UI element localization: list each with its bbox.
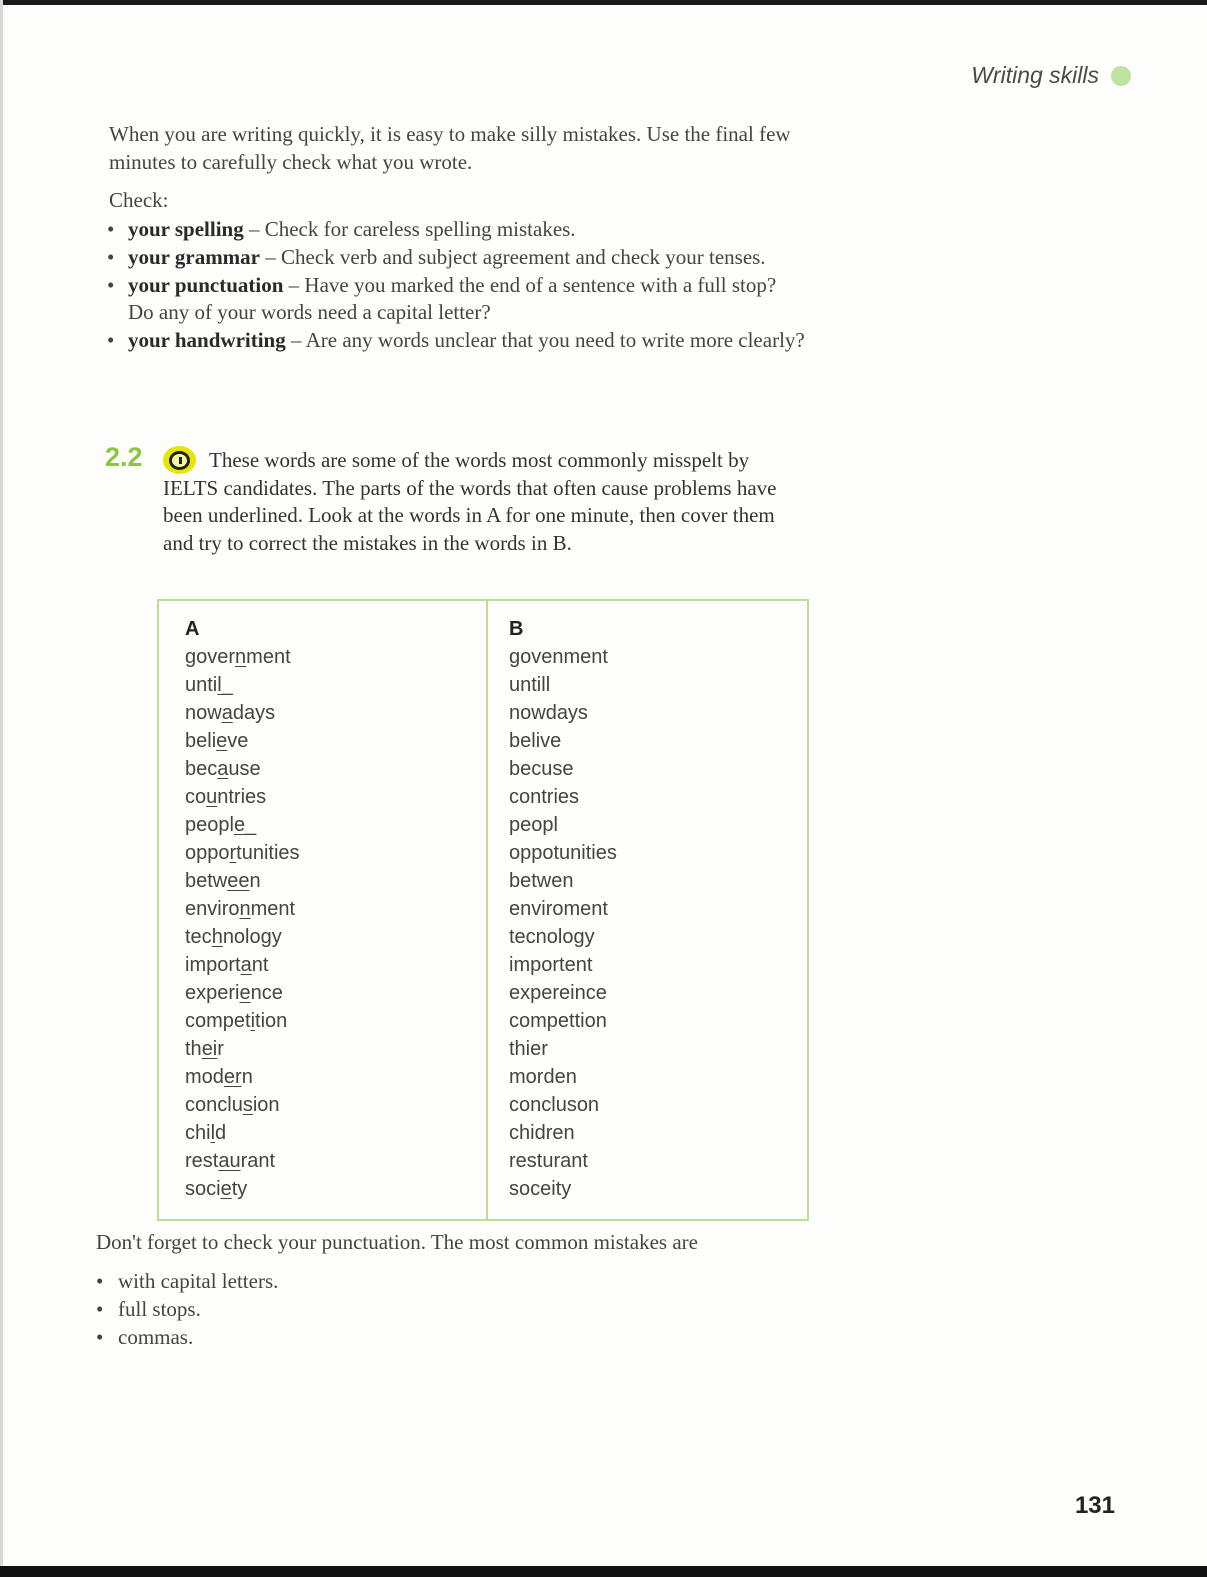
- word-a-part: nology: [222, 926, 282, 948]
- word-a-underlined: i: [250, 1010, 256, 1032]
- checklist: [107, 216, 807, 355]
- word-a: [185, 1091, 300, 1119]
- word-b: contries: [509, 786, 580, 808]
- checklist-term: your spelling: [128, 217, 244, 241]
- punctuation-item-text: commas.: [118, 1325, 194, 1349]
- word-a-underlined: a: [240, 954, 252, 976]
- checklist-item: [107, 244, 807, 271]
- word-a-part: rest: [185, 1150, 219, 1172]
- checklist-term: your punctuation: [128, 273, 284, 297]
- word-a: [185, 671, 300, 699]
- word-a-part: use: [228, 758, 261, 780]
- word-a-part: peopl: [185, 814, 234, 836]
- checklist-text: – Are any words unclear that you need to write more clearly?: [285, 328, 805, 352]
- checklist-item: [107, 272, 807, 326]
- word-a-underlined: l_: [217, 674, 233, 696]
- checklist-text: – Have you marked the end of a sentence with a full stop? Do any of your words need a capital letter?: [128, 273, 777, 324]
- intro-text: When you are writing quickly, it is easy to make silly mistakes. Use the final few minutes to carefully check what you wrote.: [109, 122, 791, 174]
- word-a: [185, 867, 300, 895]
- word-a-underlined: ee: [227, 870, 250, 892]
- word-a: [185, 839, 300, 867]
- word-a-part: conclu: [185, 1094, 243, 1116]
- checklist-term: your grammar: [128, 245, 260, 269]
- word-a-underlined: a: [221, 702, 233, 724]
- word-b: chidren: [509, 1122, 575, 1144]
- word-a-part: rant: [240, 1150, 276, 1172]
- word-table: [157, 599, 809, 1221]
- word-a-part: oppo: [185, 842, 230, 864]
- column-a-heading: A: [185, 618, 200, 640]
- word-b: importent: [509, 954, 593, 976]
- bullet-icon: •: [107, 217, 115, 241]
- word-a-underlined: u: [206, 786, 218, 808]
- word-a-part: beli: [185, 730, 217, 752]
- word-a-part: bec: [185, 758, 218, 780]
- word-a-part: soci: [185, 1178, 221, 1200]
- word-a: [185, 755, 300, 783]
- word-a: [185, 1175, 300, 1203]
- word-a-part: tion: [255, 1010, 288, 1032]
- exercise-instruction: These words are some of the words most commonly misspelt by IELTS candidates. The parts of the words that often cause problems have been underlined. Look at the words in A for one minute, then cover them and try to correct the mistakes in the words in B.: [163, 448, 777, 555]
- word-a-part: nt: [251, 954, 269, 976]
- page-number: 131: [1074, 1492, 1115, 1519]
- word-a-underlined: n: [235, 646, 247, 668]
- word-a: [185, 895, 300, 923]
- intro-paragraph: [109, 120, 809, 176]
- punctuation-item: [96, 1267, 278, 1295]
- check-label: Check:: [109, 188, 169, 212]
- punctuation-item: [96, 1295, 278, 1323]
- word-b: soceity: [509, 1178, 572, 1200]
- word-a-part: nce: [250, 982, 283, 1004]
- word-a-part: ion: [252, 1094, 280, 1116]
- word-a-part: chi: [185, 1122, 211, 1144]
- word-a: [185, 811, 300, 839]
- checklist-item: [107, 216, 807, 243]
- word-a-part: days: [232, 702, 276, 724]
- exercise-number: 2.2: [105, 442, 143, 472]
- word-a-part: import: [185, 954, 241, 976]
- word-a-part: n: [241, 1066, 253, 1088]
- punctuation-item: [96, 1323, 278, 1351]
- top-rule: [0, 0, 1207, 5]
- checklist-text: – Check for careless spelling mistakes.: [243, 217, 576, 241]
- word-a-underlined: au: [218, 1150, 241, 1172]
- word-a-part: d: [215, 1122, 227, 1144]
- running-head: [971, 62, 1131, 89]
- word-a-part: r: [217, 1038, 224, 1060]
- word-a-part: ntries: [217, 786, 267, 808]
- word-a-part: ve: [227, 730, 249, 752]
- word-a-part: n: [249, 870, 261, 892]
- word-a: [185, 699, 300, 727]
- word-b: untill: [509, 674, 551, 696]
- word-a: [185, 1119, 300, 1147]
- word-b: compettion: [509, 1010, 607, 1032]
- bullet-icon: •: [107, 328, 115, 352]
- word-a-part: tunities: [236, 842, 300, 864]
- word-a: [185, 1007, 300, 1035]
- punctuation-item-text: full stops.: [118, 1297, 201, 1321]
- bottom-rule: [0, 1566, 1207, 1577]
- word-a-part: betw: [185, 870, 228, 892]
- word-a-part: experi: [185, 982, 240, 1004]
- word-a-underlined: e_: [233, 814, 257, 836]
- green-dot-icon: [1111, 66, 1131, 86]
- bullet-icon: •: [96, 1325, 104, 1349]
- bullet-icon: •: [96, 1297, 104, 1321]
- word-a-underlined: er: [223, 1066, 242, 1088]
- word-b: thier: [509, 1038, 548, 1060]
- word-a-part: mod: [185, 1066, 224, 1088]
- word-b: tecnology: [509, 926, 595, 948]
- word-a-part: now: [185, 702, 222, 724]
- word-a-part: co: [185, 786, 207, 808]
- word-a: [185, 923, 300, 951]
- word-a: [185, 979, 300, 1007]
- bullet-icon: •: [107, 273, 115, 297]
- left-gutter: [0, 0, 3, 1577]
- word-a-part: unti: [185, 674, 218, 696]
- word-a-underlined: ei: [201, 1038, 218, 1060]
- word-a-part: th: [185, 1038, 202, 1060]
- word-a: [185, 1063, 300, 1091]
- word-a: [185, 1035, 300, 1063]
- word-b: belive: [509, 730, 562, 752]
- word-a-part: compet: [185, 1010, 251, 1032]
- word-a-underlined: l: [210, 1122, 216, 1144]
- word-a-underlined: n: [239, 898, 251, 920]
- table-divider: [486, 601, 488, 1219]
- word-a-part: ment: [246, 646, 291, 668]
- bullet-icon: •: [107, 245, 115, 269]
- word-b: nowdays: [509, 702, 588, 724]
- word-a-part: ment: [250, 898, 296, 920]
- column-b-heading: B: [509, 618, 524, 640]
- word-a-underlined: r: [229, 842, 237, 864]
- punctuation-list: [96, 1267, 278, 1351]
- word-a: [185, 727, 300, 755]
- word-a: [185, 951, 300, 979]
- outro-text: Don't forget to check your punctuation. The most common mistakes are: [96, 1230, 698, 1254]
- word-a-part: enviro: [185, 898, 240, 920]
- word-a-underlined: h: [211, 926, 223, 948]
- word-a: [185, 1147, 300, 1175]
- word-b: peopl: [509, 814, 558, 836]
- column-a: [185, 615, 300, 1203]
- word-a: [185, 643, 300, 671]
- word-a-part: ty: [231, 1178, 248, 1200]
- word-a-underlined: e: [216, 730, 228, 752]
- word-a-underlined: s: [242, 1094, 253, 1116]
- checklist-term: your handwriting: [128, 328, 286, 352]
- word-a-part: gover: [185, 646, 236, 668]
- word-b: resturant: [509, 1150, 588, 1172]
- word-b: oppotunities: [509, 842, 617, 864]
- word-a-underlined: e: [220, 1178, 232, 1200]
- punctuation-item-text: with capital letters.: [118, 1269, 279, 1293]
- bullet-icon: •: [96, 1269, 104, 1293]
- word-b: govenment: [509, 646, 608, 668]
- checklist-item: [107, 327, 807, 354]
- word-b: expereince: [509, 982, 607, 1004]
- checklist-text: – Check verb and subject agreement and check your tenses.: [260, 245, 766, 269]
- word-b: concluson: [509, 1094, 600, 1116]
- word-b: morden: [509, 1066, 577, 1088]
- word-b: betwen: [509, 870, 574, 892]
- word-a: [185, 783, 300, 811]
- word-b: enviroment: [509, 898, 608, 920]
- word-a-underlined: e: [239, 982, 251, 1004]
- running-head-title: Writing skills: [971, 62, 1099, 88]
- word-b: becuse: [509, 758, 574, 780]
- column-b: [509, 615, 617, 1203]
- word-a-underlined: a: [217, 758, 229, 780]
- word-a-part: tec: [185, 926, 212, 948]
